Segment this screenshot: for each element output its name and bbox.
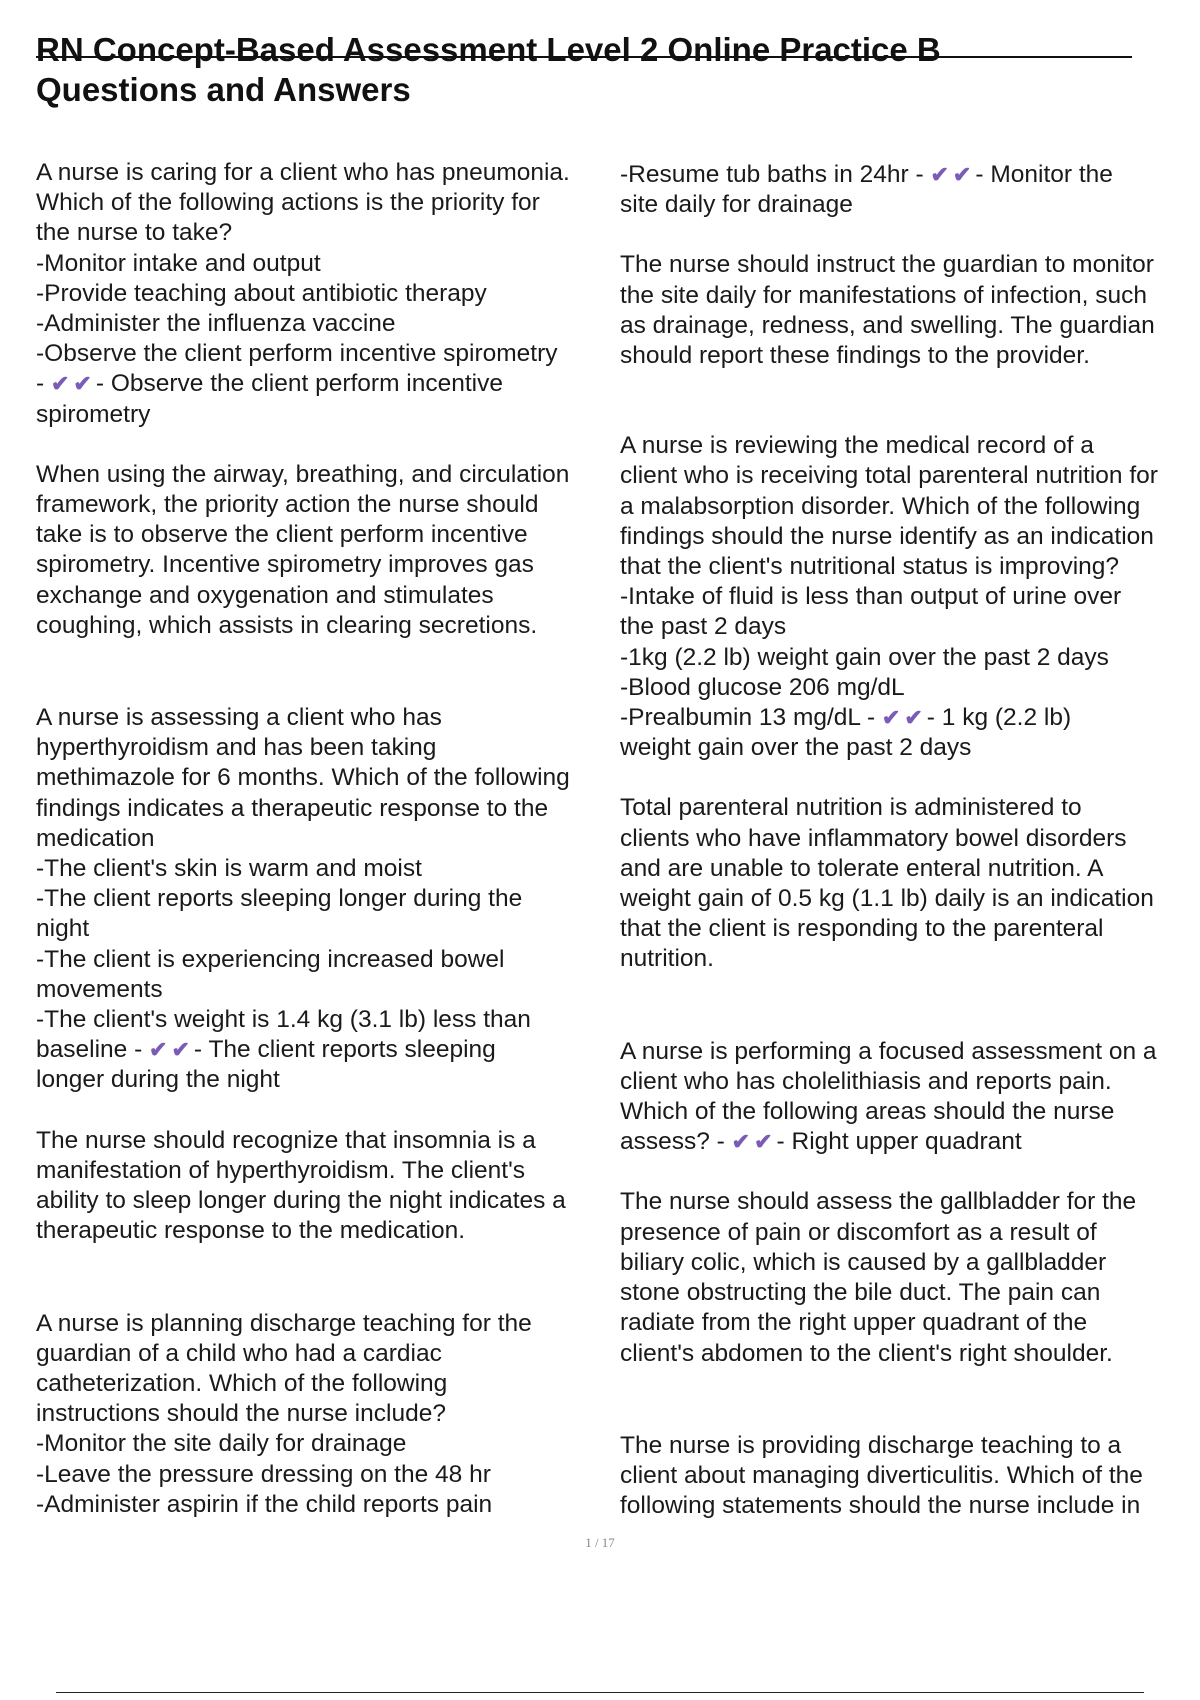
question-line: A nurse is performing a focused assessment on a — [620, 1037, 1157, 1065]
answer-line — [620, 160, 1200, 190]
rationale-line: that the client is responding to the parenteral — [620, 915, 1104, 943]
option-line: -The client reports sleeping longer during the — [36, 885, 523, 913]
right-column — [620, 160, 1200, 1521]
question-cardiac-catheterization — [36, 1309, 611, 1520]
question-line: medication — [36, 824, 155, 852]
rationale-line: exchange and oxygenation and stimulates — [36, 581, 494, 609]
rationale-line: Total parenteral nutrition is administered to — [620, 794, 1082, 822]
rationale-line: and are unable to tolerate enteral nutrition. A — [620, 854, 1104, 882]
page-bottom-rule — [56, 1692, 1144, 1693]
option-line: the past 2 days — [620, 613, 787, 641]
question-line: client about managing diverticulitis. Which of the — [620, 1461, 1143, 1489]
answer-text: - Monitor the — [975, 161, 1113, 188]
question-line: instructions should the nurse include? — [36, 1400, 446, 1428]
left-column — [36, 158, 611, 1520]
option-line: -Administer aspirin if the child reports pain — [36, 1490, 493, 1518]
question-cardiac-catheterization-continued — [620, 160, 1200, 371]
question-line: A nurse is planning discharge teaching for the — [36, 1309, 532, 1337]
option-line: -Monitor the site daily for drainage — [36, 1430, 407, 1458]
double-check-icon: ✔✔ — [881, 705, 927, 731]
rationale-line: nutrition. — [620, 945, 714, 973]
question-parenteral-nutrition — [620, 431, 1200, 974]
rationale-line: as drainage, redness, and swelling. The guardian — [620, 311, 1155, 339]
rationale-line: presence of pain or discomfort as a result of — [620, 1218, 1097, 1246]
option-line: -Leave the pressure dressing on the 48 hr — [36, 1460, 491, 1488]
question-line: A nurse is reviewing the medical record of a — [620, 432, 1094, 460]
double-check-icon: ✔✔ — [50, 371, 96, 397]
rationale-line: client's abdomen to the client's right shoulder. — [620, 1339, 1113, 1367]
question-pneumonia — [36, 158, 611, 641]
answer-prefix: assess? - — [620, 1128, 725, 1156]
answer-prefix: - — [36, 370, 45, 398]
question-line: client who is receiving total parenteral nutrition for — [620, 462, 1158, 490]
answer-text: - Observe the client perform incentive — [95, 370, 504, 398]
rationale-line: manifestation of hyperthyroidism. The client's — [36, 1156, 526, 1184]
question-line: Which of the following actions is the priority for — [36, 189, 540, 217]
answer-line — [36, 1035, 611, 1065]
rationale-line: weight gain of 0.5 kg (1.1 lb) daily is an indication — [620, 885, 1154, 913]
answer-prefix: -Resume tub baths in 24hr - — [620, 161, 924, 188]
double-check-icon: ✔✔ — [930, 162, 976, 187]
answer-line: site daily for drainage — [620, 191, 853, 219]
answer-line: weight gain over the past 2 days — [620, 734, 972, 762]
title-line-1: RN Concept-Based Assessment Level 2 Online Practice B — [36, 31, 941, 68]
title-strike-rule — [36, 56, 1132, 58]
rationale-line: stone obstructing the bile duct. The pain can — [620, 1279, 1101, 1307]
option-line: -The client is experiencing increased bowel — [36, 945, 505, 973]
question-line: guardian of a child who had a cardiac — [36, 1339, 442, 1367]
question-line: methimazole for 6 months. Which of the following — [36, 764, 570, 792]
option-line: -Monitor intake and output — [36, 249, 321, 277]
rationale-line: spirometry. Incentive spirometry improves gas — [36, 551, 534, 579]
rationale-line: framework, the priority action the nurse should — [36, 491, 539, 519]
title-line-2: Questions and Answers — [36, 71, 411, 108]
option-line: night — [36, 915, 90, 943]
answer-line: spirometry — [36, 400, 151, 428]
question-line: findings indicates a therapeutic response to the — [36, 794, 549, 822]
question-line: The nurse is providing discharge teaching to a — [620, 1431, 1122, 1459]
option-line: -1kg (2.2 lb) weight gain over the past 2 days — [620, 643, 1109, 671]
rationale-line: coughing, which assists in clearing secretions. — [36, 611, 538, 639]
question-line: client who has cholelithiasis and reports pain. — [620, 1067, 1112, 1095]
answer-text: - Right upper quadrant — [776, 1128, 1022, 1156]
option-line: -Intake of fluid is less than output of urine over — [620, 583, 1122, 611]
rationale-line: The nurse should assess the gallbladder for the — [620, 1188, 1137, 1216]
option-line: -Blood glucose 206 mg/dL — [620, 673, 905, 701]
answer-line — [36, 369, 611, 399]
answer-prefix: -Prealbumin 13 mg/dL - — [620, 704, 876, 732]
question-diverticulitis — [620, 1431, 1200, 1522]
answer-line: longer during the night — [36, 1066, 280, 1094]
answer-text: - The client reports sleeping — [193, 1036, 496, 1064]
double-check-icon: ✔✔ — [149, 1037, 194, 1063]
rationale-line: biliary colic, which is caused by a gallbladder — [620, 1248, 1107, 1276]
option-line: movements — [36, 975, 163, 1003]
question-line: A nurse is assessing a client who has — [36, 704, 442, 732]
rationale-line: take is to observe the client perform incentive — [36, 521, 528, 549]
option-line: -Observe the client perform incentive spirometry — [36, 340, 558, 368]
rationale-line: the site daily for manifestations of infection, such — [620, 281, 1148, 309]
option-line: -Provide teaching about antibiotic therapy — [36, 279, 487, 307]
question-line: that the client's nutritional status is improving? — [620, 553, 1120, 581]
answer-line — [620, 703, 1200, 733]
page-number: 1 / 17 — [585, 1535, 615, 1550]
question-line: the nurse to take? — [36, 219, 233, 247]
rationale-line: The nurse should recognize that insomnia is a — [36, 1126, 536, 1154]
rationale-line: ability to sleep longer during the night indicates a — [36, 1187, 566, 1215]
question-line: hyperthyroidism and has been taking — [36, 734, 437, 762]
rationale-line: should report these findings to the provider. — [620, 342, 1090, 370]
rationale-line: therapeutic response to the medication. — [36, 1217, 466, 1245]
question-line: Which of the following areas should the nurse — [620, 1098, 1115, 1126]
option-line: -The client's skin is warm and moist — [36, 855, 422, 883]
question-line: A nurse is caring for a client who has pneumonia. — [36, 159, 570, 186]
answer-prefix: baseline - — [36, 1036, 143, 1064]
rationale-line: clients who have inflammatory bowel disorders — [620, 824, 1127, 852]
double-check-icon: ✔✔ — [731, 1129, 777, 1155]
question-line: following statements should the nurse include in — [620, 1492, 1141, 1520]
rationale-line: The nurse should instruct the guardian to monitor — [620, 251, 1154, 279]
question-cholelithiasis — [620, 1037, 1200, 1369]
rationale-line: When using the airway, breathing, and circulation — [36, 460, 570, 488]
answer-line — [620, 1127, 1200, 1157]
rationale-line: radiate from the right upper quadrant of the — [620, 1309, 1088, 1337]
document-title — [36, 30, 1136, 110]
question-hyperthyroidism — [36, 703, 611, 1246]
answer-text: - 1 kg (2.2 lb) — [926, 704, 1072, 732]
question-line: a malabsorption disorder. Which of the following — [620, 492, 1141, 520]
option-line: -Administer the influenza vaccine — [36, 310, 396, 338]
question-line: findings should the nurse identify as an indication — [620, 522, 1154, 550]
question-line: catheterization. Which of the following — [36, 1369, 448, 1397]
option-line: -The client's weight is 1.4 kg (3.1 lb) less than — [36, 1006, 531, 1034]
